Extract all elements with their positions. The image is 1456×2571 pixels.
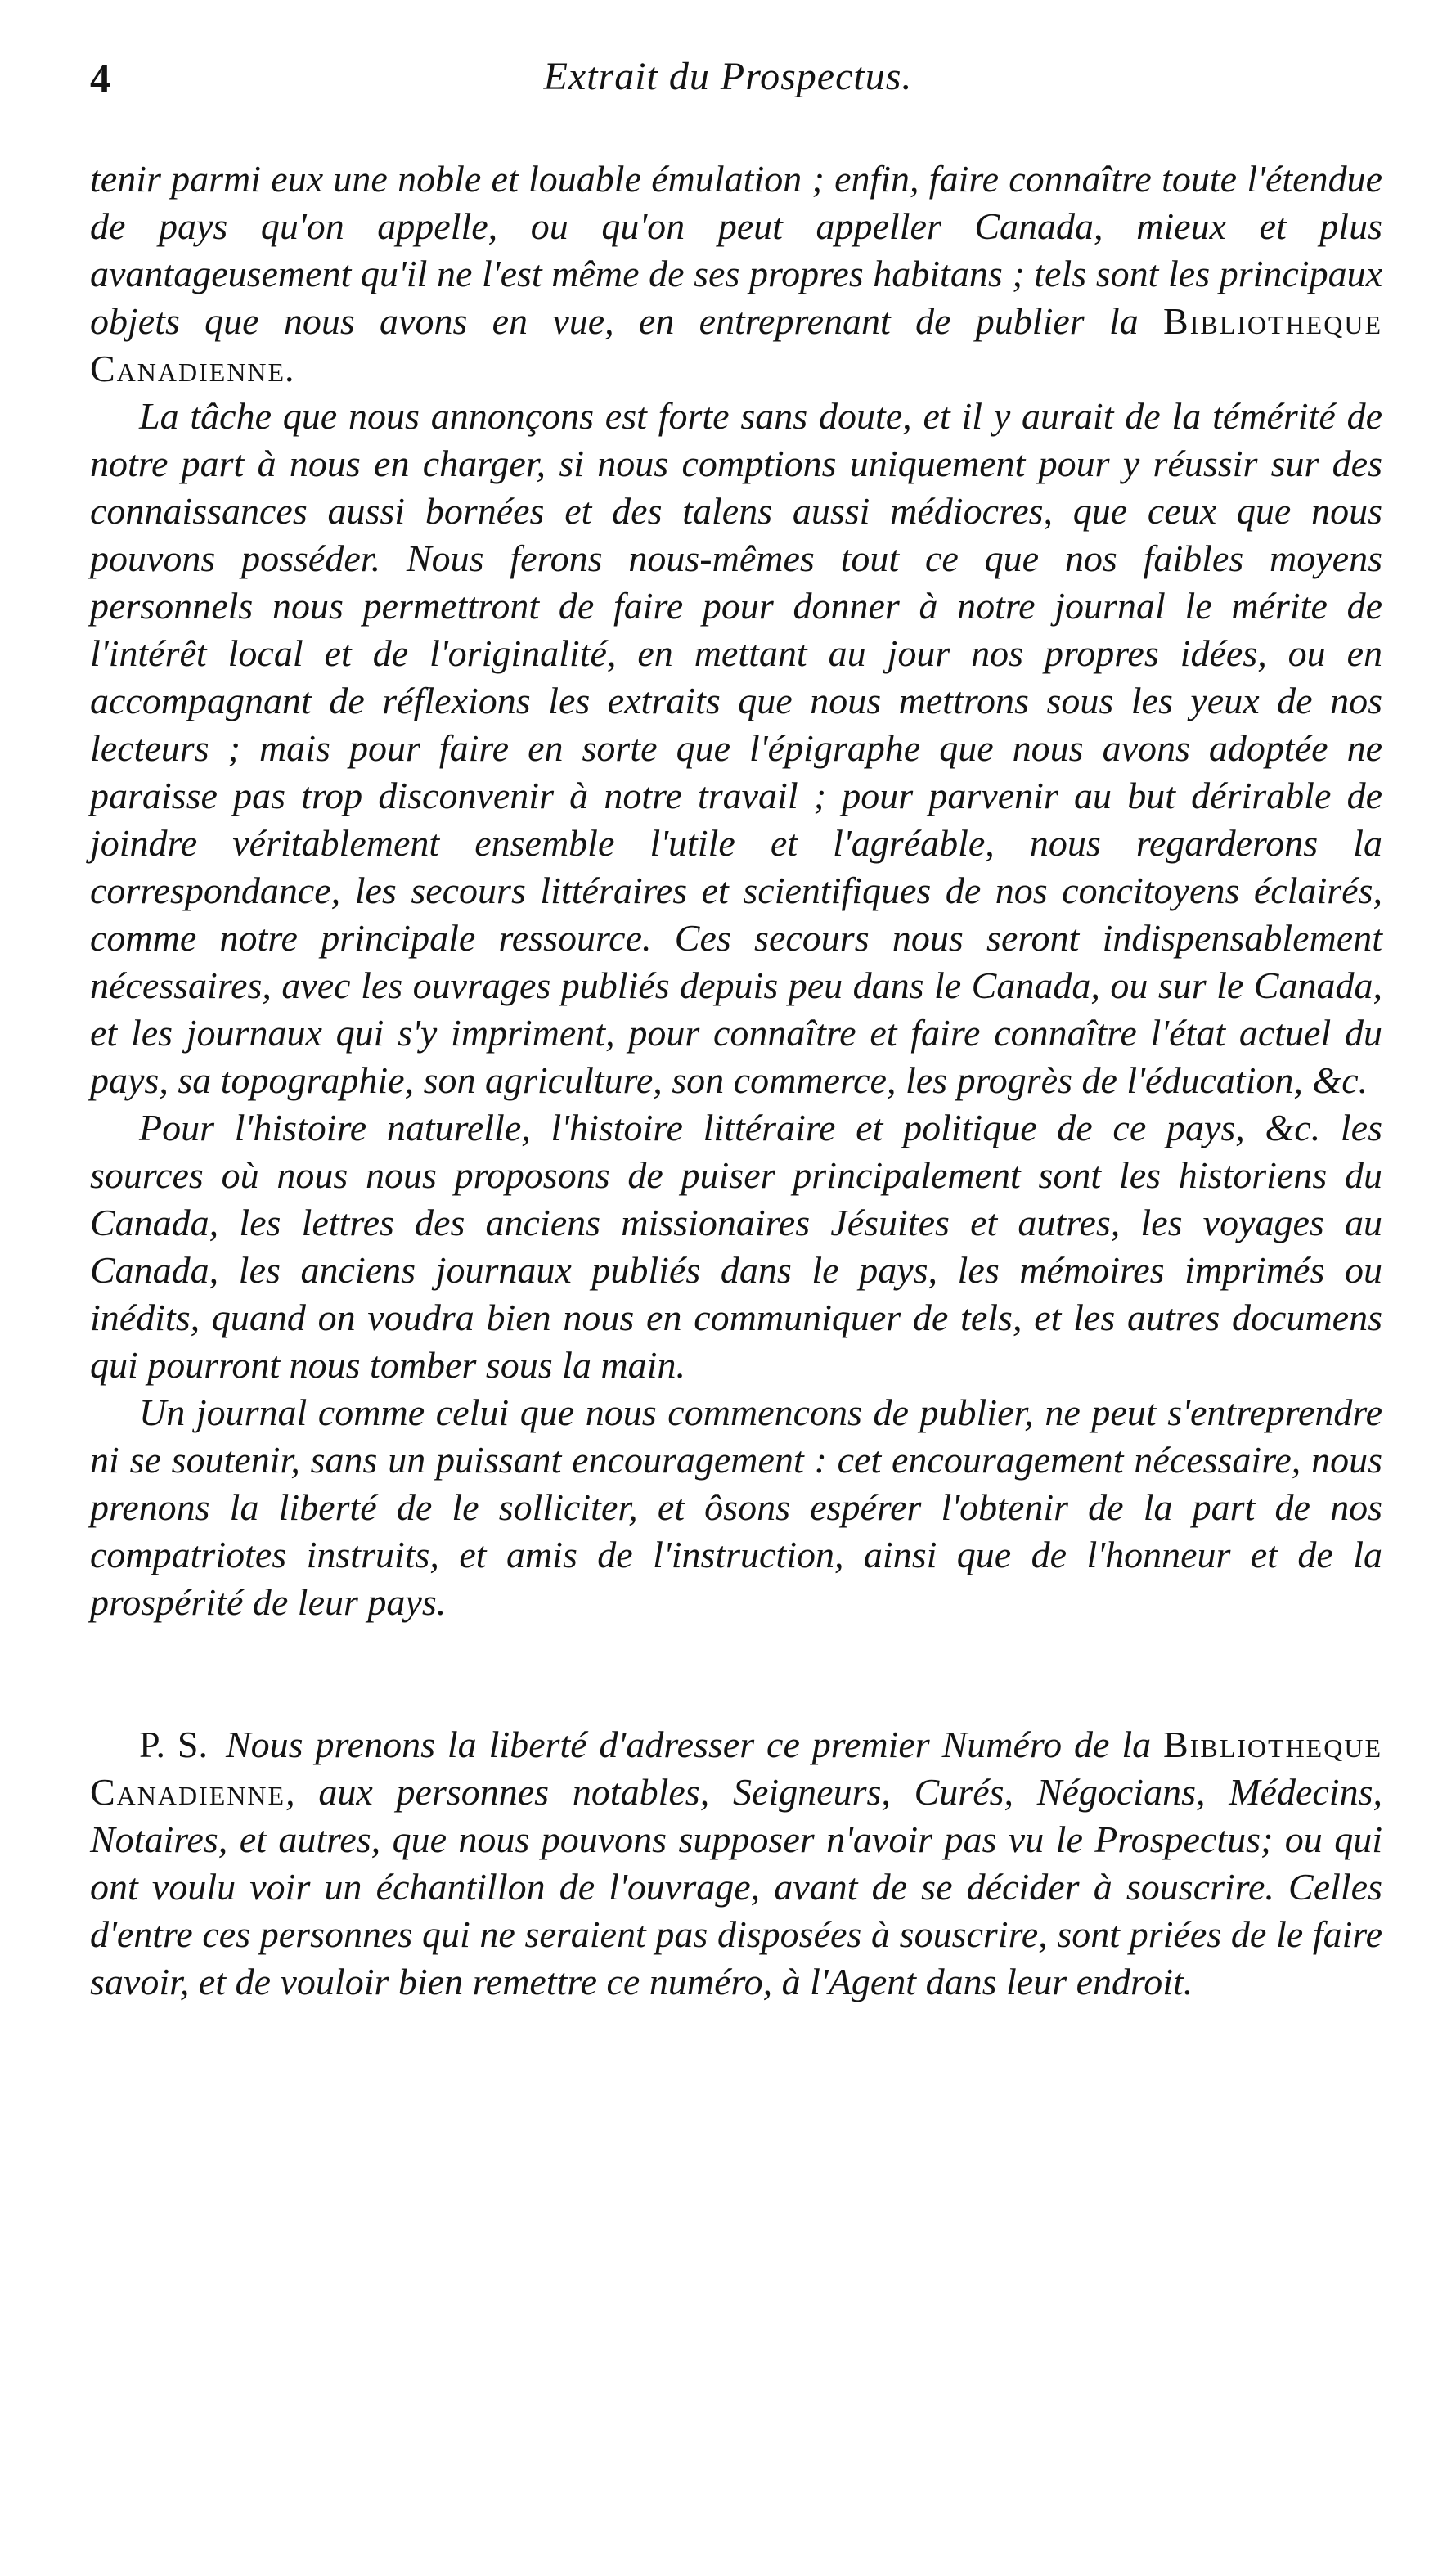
postscript (90, 1721, 1382, 2006)
body-text (90, 155, 1382, 2006)
paragraph-continued (90, 155, 1382, 393)
postscript-text-rest: , aux personnes notables, Seigneurs, Curés, Négocians, Médecins, Notaires, et autres, que nous pouvons supposer n'avoir pas vu le Prospectus; ou qui ont voulu voir un échantillon de l'ouvrage, avant de se décider à souscrire. Celles d'entre ces personnes qui ne seraient pas disposées à souscrire, sont priées de le faire savoir, et de vouloir bien remettre ce numéro, à l'Agent dans leur endroit. (90, 1771, 1382, 2002)
paragraph: Pour l'histoire naturelle, l'histoire littéraire et politique de ce pays, &c. les sources où nous nous proposons de puiser principalement sont les historiens du Canada, les lettres des anciens missionaires Jésuites et autres, les voyages au Canada, les anciens journaux publiés dans le pays, les mémoires imprimés ou inédits, quand on voudra bien nous en communiquer de tels, et les autres documens qui pourront nous tomber sous la main. (90, 1107, 1382, 1386)
running-title: Extrait du Prospectus. (543, 55, 913, 98)
paragraph-end: . (285, 348, 295, 389)
journal-title: Bibliotheque Canadienne (90, 300, 1382, 389)
paragraph: La tâche que nous annonçons est forte sans doute, et il y aurait de la témérité de notre part à nous en charger, si nous comptions uniquement pour y réussir sur des connaissances aussi bornées et des talens aussi médiocres, que ceux que nous pouvons posséder. Nous ferons nous-mêmes tout ce que nos faibles moyens personnels nous permettront de faire pour donner à notre journal le mérite de l'intérêt local et de l'originalité, en mettant au jour nos propres idées, ou en accompagnant de réflexions les extraits que nous mettrons sous les yeux de nos lecteurs ; mais pour faire en sorte que l'épigraphe que nous avons adoptée ne paraisse pas trop disconvenir à notre travail ; pour parvenir au but dérirable de joindre véritablement ensemble l'utile et l'agréable, nous regarderons la correspondance, les secours littéraires et scientifiques de nos concitoyens éclairés, comme notre principale ressource. Ces secours nous seront indispensablement nécessaires, avec les ouvrages publiés depuis peu dans le Canada, ou sur le Canada, et les journaux qui s'y impriment, pour connaître et faire connaître l'état actuel du pays, sa topographie, son agriculture, son commerce, les progrès de l'éducation, &c. (90, 395, 1382, 1101)
postscript-text: Nous prenons la liberté d'adresser ce premier Numéro de la (225, 1724, 1152, 1765)
postscript-label: P. S. (139, 1724, 208, 1765)
paragraph-text: tenir parmi eux une noble et louable émulation ; enfin, faire connaître toute l'étendue de pays qu'on appelle, ou qu'on peut appeller Canada, mieux et plus avantageusement qu'il ne l'est même de ses propres habitans ; tels sont les principaux objets que nous avons en vue, en entreprenant de publier la (90, 158, 1382, 342)
page-number: 4 (90, 55, 110, 101)
journal-title: Bibliotheque Canadienne (90, 1724, 1382, 1813)
running-head (90, 49, 1366, 115)
paragraph: Un journal comme celui que nous commencons de publier, ne peut s'entreprendre ni se soutenir, sans un puissant encouragement : cet encouragement nécessaire, nous prenons la liberté de le solliciter, et ôsons espérer l'obtenir de la part de nos compatriotes instruits, et amis de l'instruction, ainsi que de l'honneur et de la prospérité de leur pays. (90, 1391, 1382, 1623)
